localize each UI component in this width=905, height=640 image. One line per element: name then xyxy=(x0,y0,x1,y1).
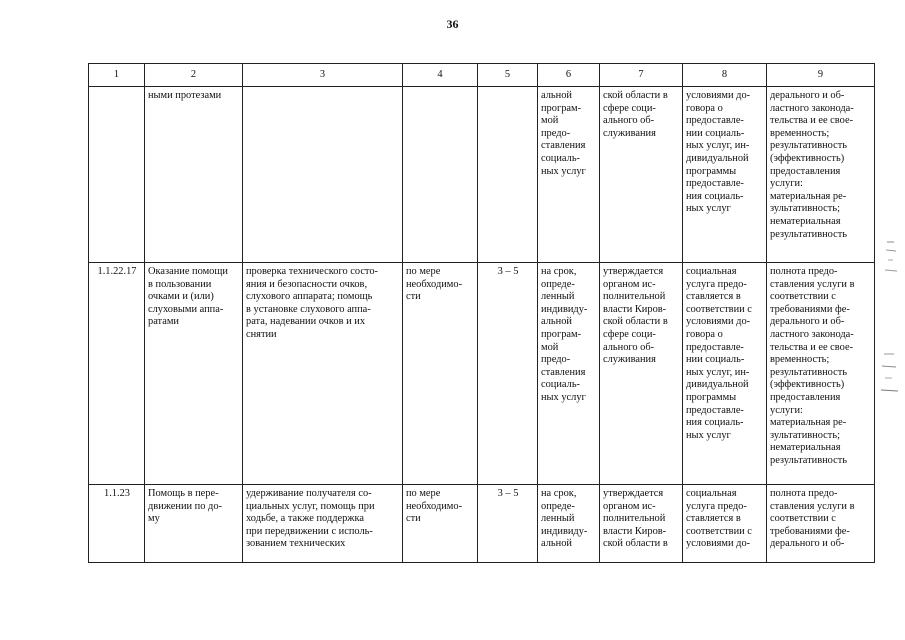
tariff-cell: утверждается органом ис- полнительной власти Киров- ской области в сфере соци- ального об- служивания xyxy=(600,263,683,485)
scan-artifact xyxy=(884,240,900,282)
term-cell: на срок, опреде- ленный индивиду- альной xyxy=(538,485,600,563)
tariff-cell: ской области в сфере соци- ального об- служивания xyxy=(600,87,683,263)
service-name-cell: Оказание помощи в пользовании очками и (или) слуховыми аппа- ратами xyxy=(145,263,243,485)
service-description-cell: удерживание получателя со- циальных услуг, помощь при ходьбе, а также поддержка при передвижении с исполь- зованием технических xyxy=(243,485,403,563)
units-cell xyxy=(478,87,538,263)
conditions-cell: социальная услуга предо- ставляется в соответствии с условиями до- xyxy=(683,485,767,563)
quality-cell: полнота предо- ставления услуги в соответствии с требованиями фе- дерального и об- ластного законода- тельства и ее свое- временность; результативность (эффективность) предоставления услуги: материальная ре- зультативность; нематериальная результативность xyxy=(767,263,875,485)
row-number-cell: 1.1.23 xyxy=(89,485,145,563)
units-cell: 3 – 5 xyxy=(478,485,538,563)
header-cell: 7 xyxy=(600,64,683,87)
term-cell: на срок, опреде- ленный индивиду- альной програм- мой предо- ставления социаль- ных услуг xyxy=(538,263,600,485)
table-row xyxy=(89,87,875,263)
quality-cell: дерального и об- ластного законода- тельства и ее свое- временность; результативность (эффективность) предоставления услуги: материальная ре- зультативность; нематериальная результативность xyxy=(767,87,875,263)
header-cell: 4 xyxy=(403,64,478,87)
services-table xyxy=(88,63,875,563)
service-name-cell: Помощь в пере- движении по до- му xyxy=(145,485,243,563)
quality-cell: полнота предо- ставления услуги в соответствии с требованиями фе- дерального и об- xyxy=(767,485,875,563)
header-cell: 9 xyxy=(767,64,875,87)
frequency-cell: по мере необходимо- сти xyxy=(403,485,478,563)
row-number-cell: 1.1.22.17 xyxy=(89,263,145,485)
page-number: 36 xyxy=(446,17,459,31)
service-description-cell xyxy=(243,87,403,263)
frequency-cell: по мере необходимо- сти xyxy=(403,263,478,485)
service-name-cell: ными протезами xyxy=(145,87,243,263)
table-row xyxy=(89,485,875,563)
table-row xyxy=(89,263,875,485)
header-cell: 3 xyxy=(243,64,403,87)
units-cell: 3 – 5 xyxy=(478,263,538,485)
header-cell: 2 xyxy=(145,64,243,87)
header-cell: 5 xyxy=(478,64,538,87)
header-row xyxy=(89,64,875,87)
service-description-cell: проверка технического состо- яния и безопасности очков, слухового аппарата; помощь в установке слухового аппа- рата, надевании очков и их снятии xyxy=(243,263,403,485)
frequency-cell xyxy=(403,87,478,263)
term-cell: альной програм- мой предо- ставления социаль- ных услуг xyxy=(538,87,600,263)
conditions-cell: условиями до- говора о предоставле- нии социаль- ных услуг, ин- дивидуальной программы предоставле- ния социаль- ных услуг xyxy=(683,87,767,263)
header-cell: 8 xyxy=(683,64,767,87)
header-cell: 6 xyxy=(538,64,600,87)
scan-noise-icon xyxy=(884,240,900,280)
row-number-cell xyxy=(89,87,145,263)
header-cell: 1 xyxy=(89,64,145,87)
scan-artifact xyxy=(880,350,900,402)
conditions-cell: социальная услуга предо- ставляется в соответствии с условиями до- говора о предоставле- нии социаль- ных услуг, ин- дивидуальной программы предоставле- ния социаль- ных услуг xyxy=(683,263,767,485)
tariff-cell: утверждается органом ис- полнительной власти Киров- ской области в xyxy=(600,485,683,563)
scan-noise-icon xyxy=(880,350,900,400)
